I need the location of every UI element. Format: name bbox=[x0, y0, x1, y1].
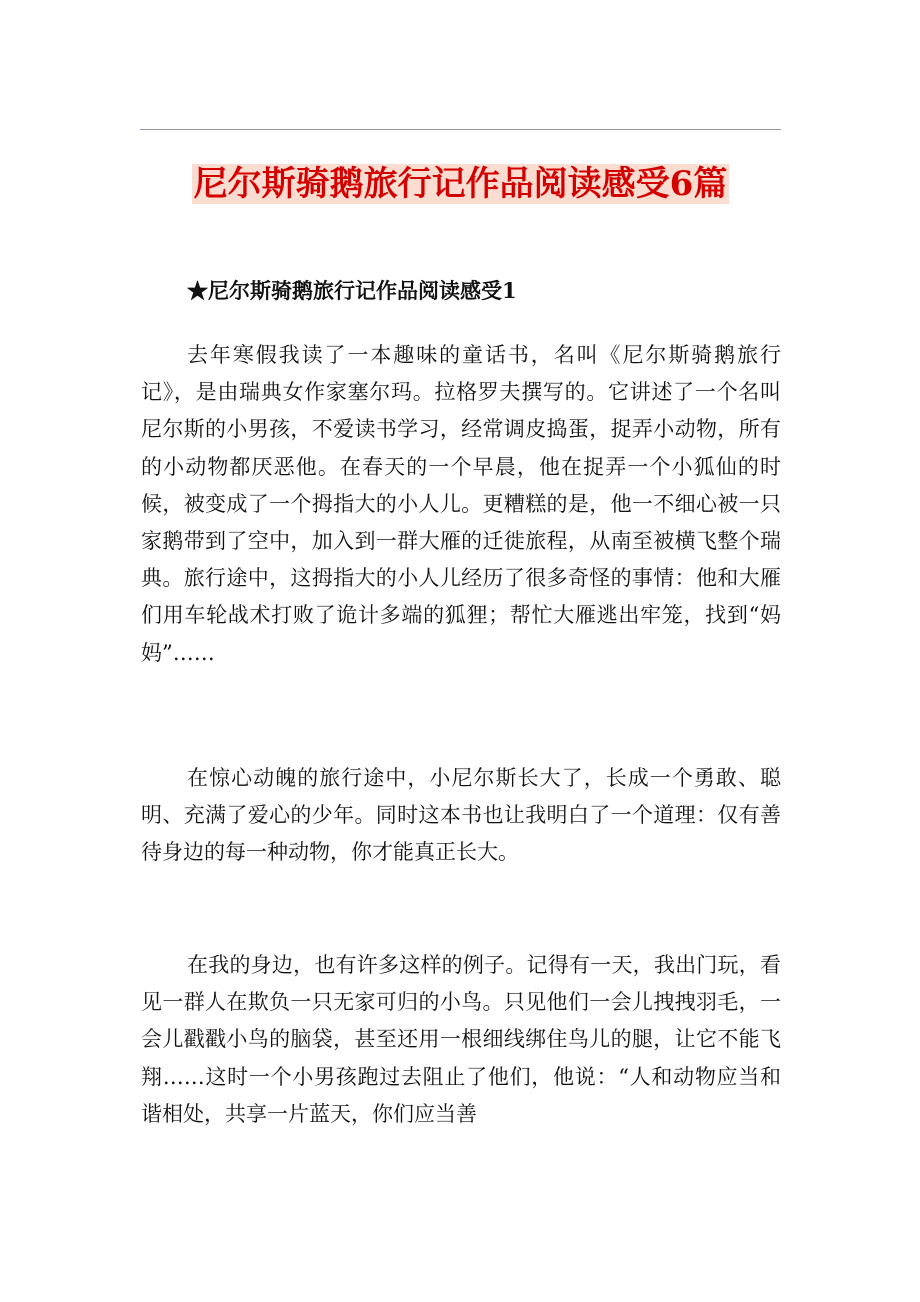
paragraph-3: 在我的身边，也有许多这样的例子。记得有一天，我出门玩，看见一群人在欺负一只无家可归的小鸟。只见他们一会儿拽拽羽毛，一会儿戳戳小鸟的脑袋，甚至还用一根细线绑住鸟儿的腿，让它不能飞翔……这时一个小男孩跑过去阻止了他们，他说：“人和动物应当和谐相处，共享一片蓝天，你们应当善 bbox=[141, 953, 781, 1126]
top-divider bbox=[140, 129, 781, 130]
paragraph-2: 在惊心动魄的旅行途中，小尼尔斯长大了，长成一个勇敢、聪明、充满了爱心的少年。同时这本书也让我明白了一个道理：仅有善待身边的每一种动物，你才能真正长大。 bbox=[141, 766, 781, 865]
section-heading: ★尼尔斯骑鹅旅行记作品阅读感受1 bbox=[187, 278, 517, 303]
page-title-text: 尼尔斯骑鹅旅行记作品阅读感受6篇 bbox=[193, 164, 728, 204]
paragraph-1: 去年寒假我读了一本趣味的童话书，名叫《尼尔斯骑鹅旅行记》，是由瑞典女作家塞尔玛。拉格罗夫撰写的。它讲述了一个名叫尼尔斯的小男孩，不爱读书学习，经常调皮捣蛋，捉弄小动物，所有的小动物都厌恶他。在春天的一个早晨，他在捉弄一个小狐仙的时候，被变成了一个拇指大的小人儿。更糟糕的是，他一不细心被一只家鹅带到了空中，加入到一群大雁的迁徙旅程，从南至被横飞整个瑞典。旅行途中，这拇指大的小人儿经历了很多奇怪的事情：他和大雁们用车轮战术打败了诡计多端的狐狸；帮忙大雁逃出牢笼，找到“妈妈”…… bbox=[141, 343, 781, 665]
page-title bbox=[140, 160, 781, 208]
